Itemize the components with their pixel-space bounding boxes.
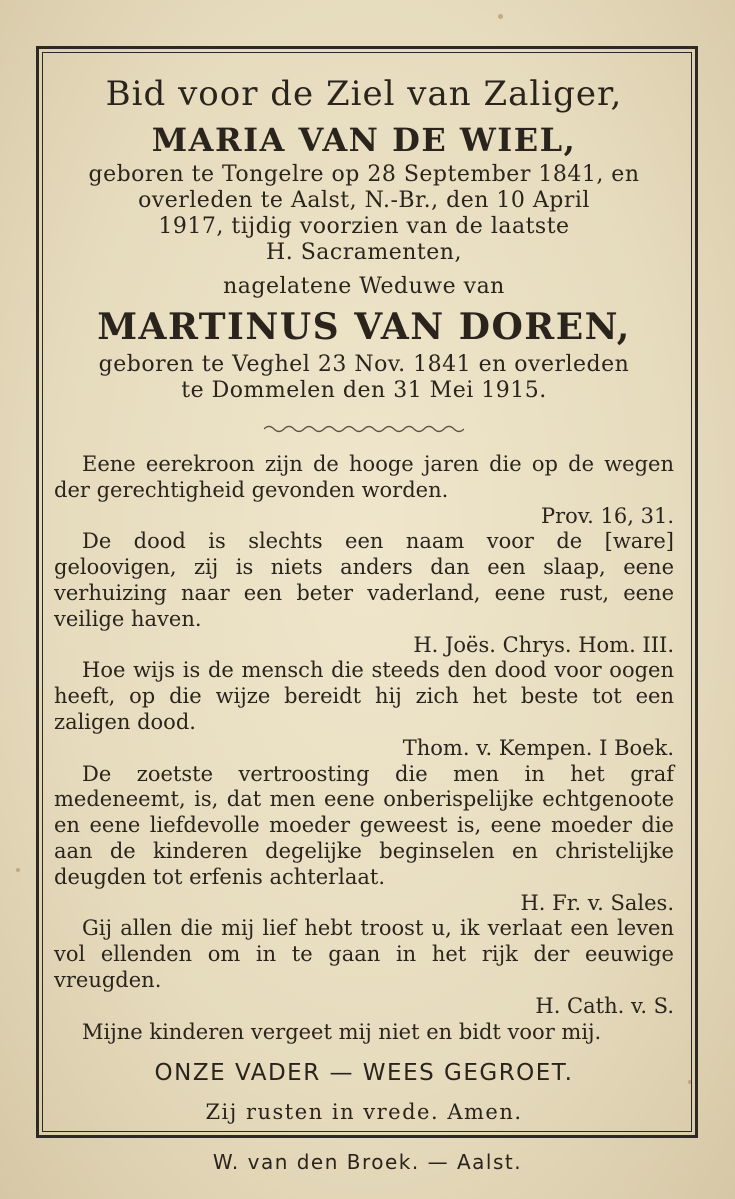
quote-source: Prov. 16, 31. [540, 503, 674, 528]
card-content [54, 62, 674, 1127]
quote-text: Mijne kinderen vergeet mij niet en bidt voor mij. [82, 1019, 602, 1044]
husband-line: geboren te Veghel 23 Nov. 1841 en overleden [98, 352, 630, 377]
invocation: Bid voor de Ziel van Zaliger, [105, 74, 623, 114]
printer-credit: W. van den Broek. — Aalst. [212, 1150, 523, 1174]
birth-line: 1917, tijdig voorzien van de laatste [158, 214, 570, 239]
quote-source: H. Fr. v. Sales. [520, 890, 674, 915]
prayer-line: ONZE VADER — WEES GEGROET. [154, 1060, 574, 1087]
quote-text: De dood is slechts een naam voor de [ware] geloovigen, zij is niets anders dan een slaap, eene verhuizing naar een beter vaderland, eene rust, eene veilige haven. [54, 529, 674, 631]
quote-source: H. Cath. v. S. [535, 993, 674, 1018]
wave-ornament [264, 422, 464, 436]
quote-text: Gij allen die mij lief hebt troost u, ik verlaat een leven vol ellenden om in te gaan in het rijk der eeuwige vreugden. [54, 916, 674, 992]
quotes [54, 452, 674, 1045]
quote-source: H. Joës. Chrys. Hom. III. [413, 632, 674, 657]
husband-line: te Dommelen den 31 Mei 1915. [181, 378, 547, 403]
birth-line: overleden te Aalst, N.-Br., den 10 April [138, 188, 590, 213]
widow-line: nagelatene Weduwe van [223, 274, 505, 299]
birth-line: H. Sacramenten, [266, 240, 462, 265]
stain [16, 868, 20, 872]
rest-in-peace: Zij rusten in vrede. Amen. [205, 1100, 523, 1125]
quote-source: Thom. v. Kempen. I Boek. [402, 735, 674, 760]
deceased-name: MARIA VAN DE WIEL, [151, 121, 577, 159]
husband-name: MARTINUS VAN DOREN, [97, 306, 631, 348]
quote-text: Eene eerekroon zijn de hooge jaren die op de wegen der gerechtigheid gevonden worden. [54, 452, 674, 502]
quote-text: De zoetste vertroosting die men in het graf medeneemt, is, dat men eene onberispelijke echtgenoote en eene liefdevolle moeder geweest is, eene moeder die aan de kinderen degelijke beginselen en christelijke deugden tot erfenis achterlaat. [54, 761, 674, 889]
stain [498, 14, 503, 19]
quote-text: Hoe wijs is de mensch die steeds den dood voor oogen heeft, op die wijze bereidt hij zich het beste tot een zaligen dood. [54, 658, 674, 734]
birth-line: geboren te Tongelre op 28 September 1841, en [88, 162, 640, 187]
